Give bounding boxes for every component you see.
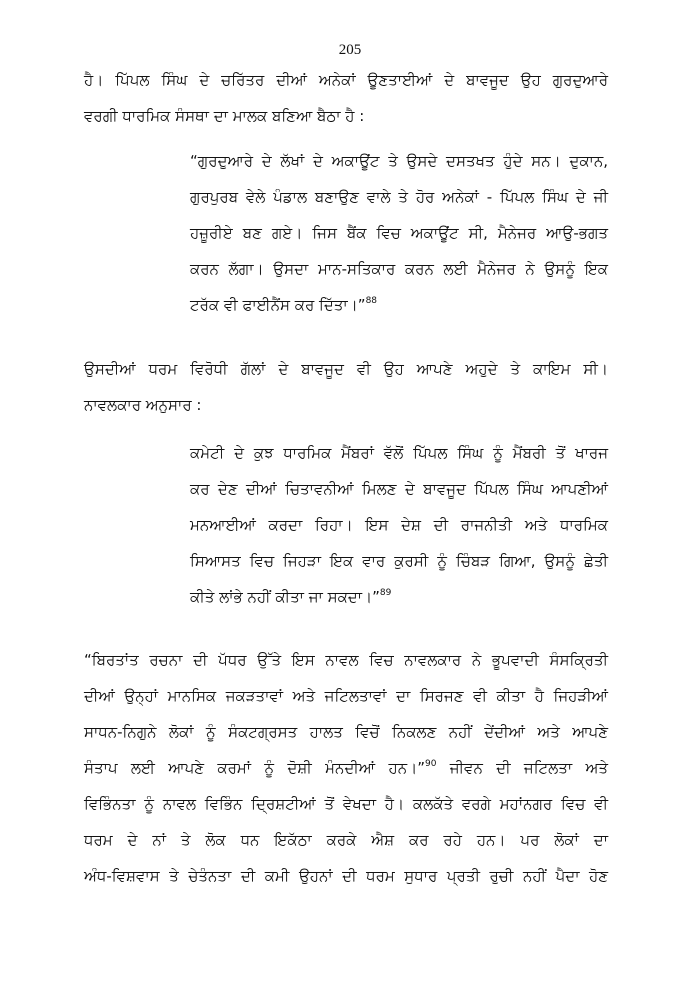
quote-line-last xyxy=(190,287,608,323)
text-line: ਵਿਭਿੰਨਤਾ ਨੂੰ ਨਾਵਲ ਵਿਭਿੰਨ ਦ੍ਰਿਸ਼ਟੀਆਂ ਤੋਂ ਵੇਖਦਾ ਹੈ। ਕਲਕੱਤੇ ਵਰਗੇ ਮਹਾਂਨਗਰ ਵਿਚ ਵੀ xyxy=(84,795,608,813)
text-segment: ਜੀਵਨ ਦੀ ਜਟਿਲਤਾ ਅਤੇ xyxy=(436,759,608,777)
quote-line: ਗੁਰਪੁਰਬ ਵੇਲੇ ਪੰਡਾਲ ਬਣਾਉਣ ਵਾਲੇ ਤੇ ਹੋਰ ਅਨੇਕਾਂ - ਪਿੱਪਲ ਸਿੰਘ ਦੇ ਜੀ xyxy=(190,188,608,206)
quote-line: ਕਰ ਦੇਣ ਦੀਆਂ ਚਿਤਾਵਨੀਆਂ ਮਿਲਣ ਦੇ ਬਾਵਜੂਦ ਪਿੱਪਲ ਸਿੰਘ ਆਪਣੀਆਂ xyxy=(190,480,608,498)
paragraph-analysis xyxy=(84,642,608,894)
quote-text: ਟਰੱਕ ਵੀ ਫਾਈਨੈਂਸ ਕਰ ਦਿੱਤਾ।” xyxy=(190,296,366,314)
quote-line: ਮਨਆਈਆਂ ਕਰਦਾ ਰਿਹਾ। ਇਸ ਦੇਸ਼ ਦੀ ਰਾਜਨੀਤੀ ਅਤੇ ਧਾਰਮਿਕ xyxy=(190,516,608,534)
text-line: ਧਰਮ ਦੇ ਨਾਂ ਤੇ ਲੋਕ ਧਨ ਇਕੱਠਾ ਕਰਕੇ ਐਸ਼ ਕਰ ਰਹੇ ਹਨ। ਪਰ ਲੋਕਾਂ ਦਾ xyxy=(84,831,608,849)
text-line: ਨਾਵਲਕਾਰ ਅਨੁਸਾਰ : xyxy=(84,396,202,414)
quote-text: ਕੀਤੇ ਲਾਂਭੇ ਨਹੀਂ ਕੀਤਾ ਜਾ ਸਕਦਾ।” xyxy=(190,588,380,606)
page-number: 205 xyxy=(338,42,362,58)
text-line: ਸਾਧਨ-ਨਿਗੁਨੇ ਲੋਕਾਂ ਨੂੰ ਸੰਕਟਗ੍ਰਸਤ ਹਾਲਤ ਵਿਚੋਂ ਨਿਕਲਣ ਨਹੀਂ ਦੇਂਦੀਆਂ ਅਤੇ ਆਪਣੇ xyxy=(84,723,608,741)
paragraph-transition xyxy=(84,351,608,423)
text-line: ਦੀਆਂ ਉਨ੍ਹਾਂ ਮਾਨਸਿਕ ਜਕੜਤਾਵਾਂ ਅਤੇ ਜਟਿਲਤਾਵਾਂ ਦਾ ਸਿਰਜਣ ਵੀ ਕੀਤਾ ਹੈ ਜਿਹੜੀਆਂ xyxy=(84,687,608,705)
text-line: ਹੈ। ਪਿੱਪਲ ਸਿੰਘ ਦੇ ਚਰਿੱਤਰ ਦੀਆਂ ਅਨੇਕਾਂ ਊਣਤਾਈਆਂ ਦੇ ਬਾਵਜੂਦ ਉਹ ਗੁਰਦੁਆਰੇ xyxy=(84,71,608,89)
block-quote-88 xyxy=(190,143,608,323)
block-quote-89 xyxy=(190,435,608,615)
quote-line: ਕਰਨ ਲੱਗਾ। ਉਸਦਾ ਮਾਨ-ਸਤਿਕਾਰ ਕਰਨ ਲਈ ਮੈਨੇਜਰ ਨੇ ਉਸਨੂੰ ਇਕ xyxy=(190,260,608,278)
text-line: “ਬਿਰਤਾਂਤ ਰਚਨਾ ਦੀ ਪੱਧਰ ਉੱਤੇ ਇਸ ਨਾਵਲ ਵਿਚ ਨਾਵਲਕਾਰ ਨੇ ਭੂਪਵਾਦੀ ਸੰਸਕ੍ਰਿਤੀ xyxy=(84,651,608,669)
footnote-marker-90: 90 xyxy=(424,759,437,769)
quote-line: “ਗੁਰਦੁਆਰੇ ਦੇ ਲੱਖਾਂ ਦੇ ਅਕਾਊਂਟ ਤੇ ਉਸਦੇ ਦਸਤਖਤ ਹੁੰਦੇ ਸਨ। ਦੁਕਾਨ, xyxy=(190,152,608,170)
text-line: ਵਰਗੀ ਧਾਰਮਿਕ ਸੰਸਥਾ ਦਾ ਮਾਲਕ ਬਣਿਆ ਬੈਠਾ ਹੈ : xyxy=(84,107,365,125)
paragraph-intro xyxy=(84,62,608,134)
quote-line: ਹਜ਼ੂਰੀਏ ਬਣ ਗਏ। ਜਿਸ ਬੈਂਕ ਵਿਚ ਅਕਾਊਂਟ ਸੀ, ਮੈਨੇਜਰ ਆਉ-ਭਗਤ xyxy=(190,224,608,242)
text-line-with-footnote xyxy=(84,750,608,786)
footnote-marker-89: 89 xyxy=(379,588,392,598)
footnote-marker-88: 88 xyxy=(365,296,378,306)
quote-line: ਸਿਆਸਤ ਵਿਚ ਜਿਹੜਾ ਇਕ ਵਾਰ ਕੁਰਸੀ ਨੂੰ ਚਿੰਬੜ ਗਿਆ, ਉਸਨੂੰ ਛੇਤੀ xyxy=(190,552,608,570)
quote-line: ਕਮੇਟੀ ਦੇ ਕੁਝ ਧਾਰਮਿਕ ਮੈਂਬਰਾਂ ਵੱਲੋਂ ਪਿੱਪਲ ਸਿੰਘ ਨੂੰ ਮੈਂਬਰੀ ਤੋਂ ਖਾਰਜ xyxy=(190,444,608,462)
text-line: ਅੰਧ-ਵਿਸ਼ਵਾਸ ਤੇ ਚੇਤੰਨਤਾ ਦੀ ਕਮੀ ਉਹਨਾਂ ਦੀ ਧਰਮ ਸੁਧਾਰ ਪ੍ਰਤੀ ਰੁਚੀ ਨਹੀਂ ਪੈਦਾ ਹੋਣ xyxy=(84,867,608,885)
text-line: ਉਸਦੀਆਂ ਧਰਮ ਵਿਰੋਧੀ ਗੱਲਾਂ ਦੇ ਬਾਵਜੂਦ ਵੀ ਉਹ ਆਪਣੇ ਅਹੁਦੇ ਤੇ ਕਾਇਮ ਸੀ। xyxy=(84,360,608,378)
quote-line-last xyxy=(190,579,608,615)
text-segment: ਸੰਤਾਪ ਲਈ ਆਪਣੇ ਕਰਮਾਂ ਨੂੰ ਦੋਸ਼ੀ ਮੰਨਦੀਆਂ ਹਨ।” xyxy=(84,759,425,777)
